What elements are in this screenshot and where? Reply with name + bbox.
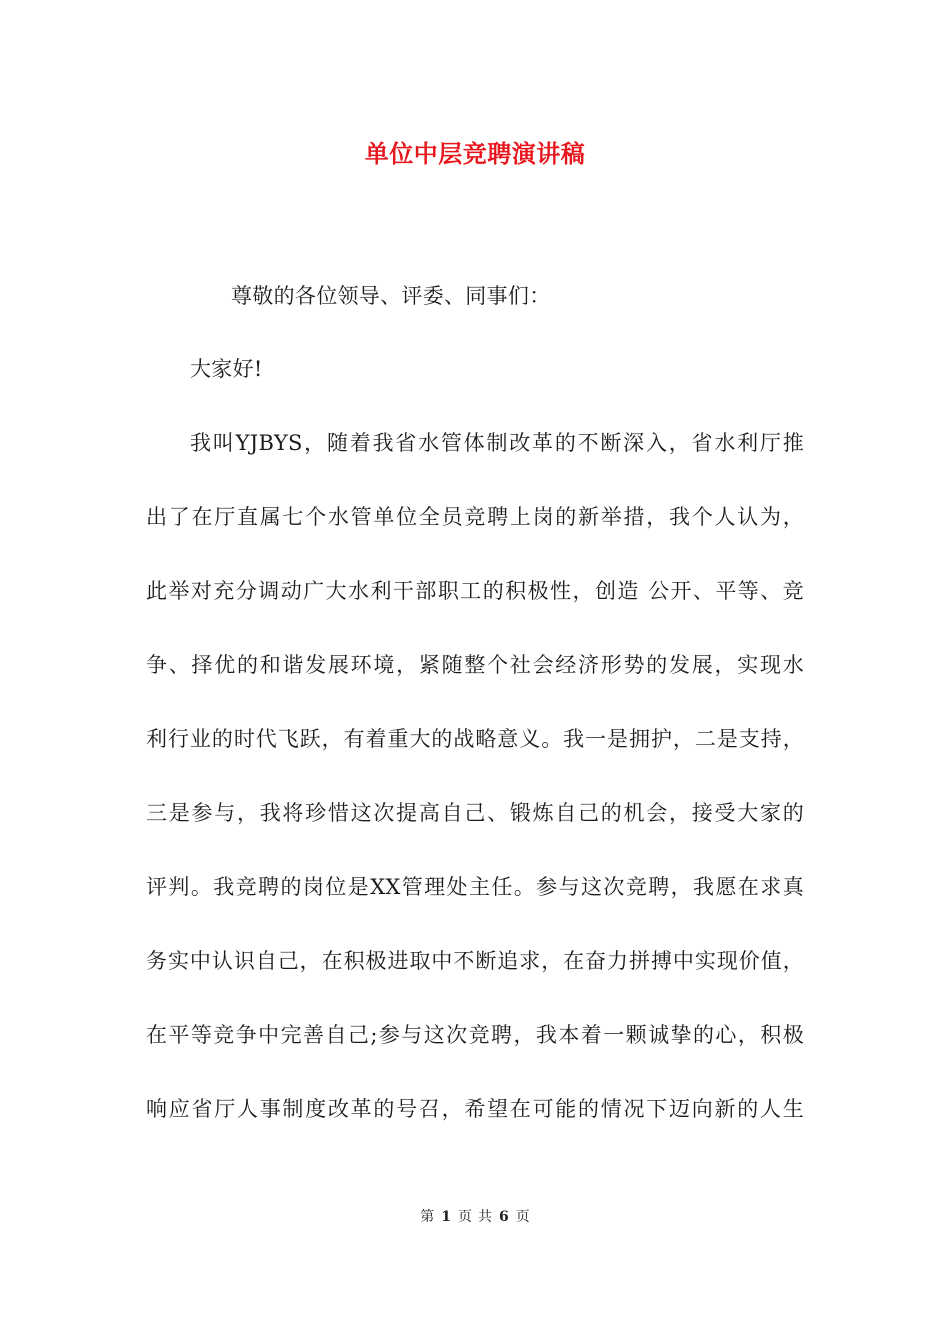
salutation: 尊敬的各位领导、评委、同事们： [231,284,551,308]
footer-page-number: 1 [441,1209,451,1225]
body-line-8: 务实中认识自己，在积极进取中不断追求，在奋力拼搏中实现价值， [146,949,804,973]
greeting: 大家好! [190,357,263,381]
footer-prefix: 第 [420,1209,435,1225]
footer-middle2: 共 [478,1209,492,1225]
body-line-2: 出了在厅直属七个水管单位全员竞聘上岗的新举措，我个人认为， [146,505,804,529]
body-line-10: 响应省厅人事制度改革的号召，希望在可能的情况下迈向新的人生 [146,1097,804,1121]
body-line-1: 我叫YJBYS，随着我省水管体制改革的不断深入，省水利厅推 [190,431,804,455]
footer-suffix: 页 [515,1209,530,1225]
page-footer [0,1207,950,1227]
body-line-6: 三是参与，我将珍惜这次提高自己、锻炼自己的机会，接受大家的 [146,801,804,825]
footer-total-pages: 6 [499,1209,509,1225]
body-line-4: 争、择优的和谐发展环境，紧随整个社会经济形势的发展，实现水 [146,653,804,677]
document-title: 单位中层竞聘演讲稿 [364,140,586,168]
body-line-3: 此举对充分调动广大水利干部职工的积极性，创造 公开、平等、竞 [146,579,804,603]
body-line-5: 利行业的时代飞跃，有着重大的战略意义。我一是拥护，二是支持， [146,727,804,751]
footer-middle1: 页 [458,1209,472,1225]
body-line-9: 在平等竞争中完善自己;参与这次竞聘，我本着一颗诚挚的心，积极 [146,1023,804,1047]
body-line-7: 评判。我竞聘的岗位是XX管理处主任。参与这次竞聘，我愿在求真 [146,875,804,899]
